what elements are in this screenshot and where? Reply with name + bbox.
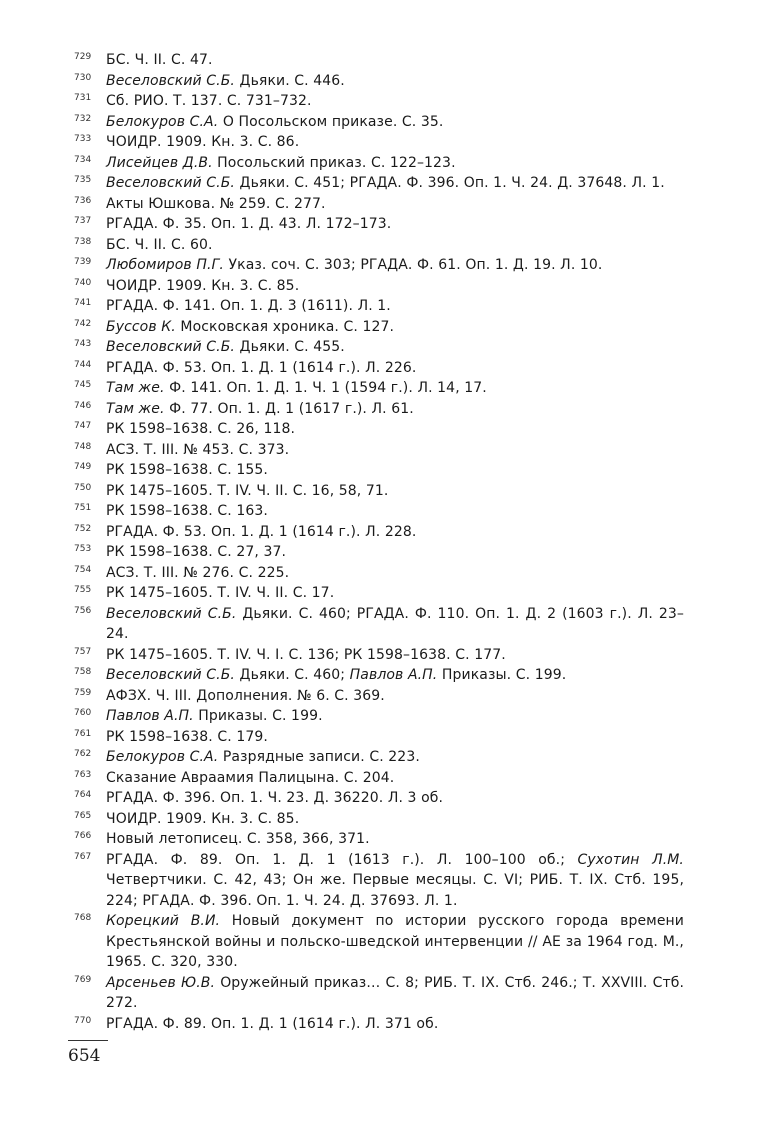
footnote-author: Павлов А.П. xyxy=(349,667,438,683)
footnote-number: 746 xyxy=(74,400,92,411)
footnote-citation: РГАДА. Ф. 53. Оп. 1. Д. 1 (1614 г.). Л. 228. xyxy=(106,523,417,540)
footnote-760 xyxy=(74,706,684,727)
footnote-number: 768 xyxy=(74,913,92,923)
footnote-citation: РГАДА. Ф. 141. Оп. 1. Д. 3 (1611). Л. 1. xyxy=(106,298,391,314)
footnote-759 xyxy=(74,686,684,707)
footnote-text xyxy=(106,460,684,481)
footnote-number: 748 xyxy=(74,441,92,452)
footnote-number: 737 xyxy=(74,216,92,226)
footnote-citation: РК 1475–1605. Т. IV. Ч. II. С. 17. xyxy=(106,585,335,601)
footnote-736 xyxy=(74,194,684,215)
footnote-author: Белокуров С.А. xyxy=(106,113,219,130)
footnote-744 xyxy=(74,358,684,379)
footnote-768 xyxy=(74,911,684,973)
footnote-author: Любомиров П.Г. xyxy=(106,257,224,273)
footnote-citation: Посольский приказ. С. 122–123. xyxy=(212,154,456,171)
footnote-number: 730 xyxy=(74,72,92,83)
footnote-number: 750 xyxy=(74,482,92,493)
footnote-756 xyxy=(74,604,684,645)
footnote-citation: Разрядные записи. С. 223. xyxy=(218,749,420,765)
footnote-729 xyxy=(74,50,684,71)
footnote-number: 763 xyxy=(74,769,92,780)
footnote-number: 762 xyxy=(74,749,92,759)
page-number-rule xyxy=(68,1040,108,1041)
footnote-number: 741 xyxy=(74,298,92,308)
footnote-citation: Дьяки. С. 460; РГАДА. Ф. 110. Оп. 1. Д. 2 (1603 г.). Л. 23–24. xyxy=(106,605,684,642)
footnote-citation: РК 1598–1638. С. 155. xyxy=(106,462,268,478)
footnote-754 xyxy=(74,563,684,584)
footnote-text xyxy=(106,563,684,584)
page-number: 654 xyxy=(68,1046,101,1066)
footnote-737 xyxy=(74,214,684,235)
footnote-number: 749 xyxy=(74,462,92,472)
footnote-text xyxy=(106,911,684,973)
footnote-735 xyxy=(74,173,684,194)
footnote-number: 767 xyxy=(74,851,92,862)
footnote-number: 764 xyxy=(74,790,92,800)
footnote-764 xyxy=(74,788,684,809)
footnote-citation: Сб. РИО. Т. 137. С. 731–732. xyxy=(106,93,312,109)
footnote-text xyxy=(106,501,684,522)
footnote-citation: Дьяки. С. 446. xyxy=(234,72,345,89)
footnote-number: 733 xyxy=(74,134,92,144)
footnote-757 xyxy=(74,645,684,666)
footnote-author: Арсеньев Ю.В. xyxy=(106,974,216,991)
footnote-746 xyxy=(74,399,684,420)
footnote-citation: Ф. 141. Оп. 1. Д. 1. Ч. 1 (1594 г.). Л. 14, 17. xyxy=(164,380,487,396)
footnote-citation: Дьяки. С. 451; РГАДА. Ф. 396. Оп. 1. Ч. 24. Д. 37648. Л. 1. xyxy=(234,175,665,191)
footnote-text xyxy=(106,296,684,317)
footnote-citation: АСЗ. Т. III. № 453. С. 373. xyxy=(106,441,290,458)
footnote-text xyxy=(106,665,684,686)
footnote-742 xyxy=(74,317,684,338)
footnote-citation: Дьяки. С. 460; xyxy=(234,667,350,683)
footnote-text xyxy=(106,358,684,379)
footnote-762 xyxy=(74,747,684,768)
footnote-text xyxy=(106,481,684,502)
footnote-number: 739 xyxy=(74,257,92,267)
footnote-number: 756 xyxy=(74,605,92,616)
footnote-author: Веселовский С.Б. xyxy=(106,175,235,191)
footnote-author: Там же. xyxy=(106,400,165,417)
footnote-text xyxy=(106,235,684,256)
footnote-number: 729 xyxy=(74,52,92,62)
footnote-749 xyxy=(74,460,684,481)
footnote-citation: Московская хроника. С. 127. xyxy=(175,318,395,335)
footnote-number: 738 xyxy=(74,236,92,247)
footnote-text xyxy=(106,1014,684,1035)
footnote-text xyxy=(106,255,684,276)
footnote-767 xyxy=(74,850,684,912)
footnote-text xyxy=(106,809,684,830)
footnote-number: 743 xyxy=(74,339,92,349)
footnote-text xyxy=(106,727,684,748)
footnote-739 xyxy=(74,255,684,276)
footnote-number: 758 xyxy=(74,667,92,677)
footnote-citation: ЧОИДР. 1909. Кн. 3. С. 85. xyxy=(106,277,300,294)
footnote-text xyxy=(106,337,684,358)
footnote-author: Веселовский С.Б. xyxy=(106,339,235,355)
footnote-769 xyxy=(74,973,684,1014)
footnote-number: 769 xyxy=(74,974,92,985)
footnote-number: 732 xyxy=(74,113,92,124)
footnote-734 xyxy=(74,153,684,174)
footnote-citation: БС. Ч. II. С. 60. xyxy=(106,236,213,253)
footnote-text xyxy=(106,706,684,727)
footnote-number: 770 xyxy=(74,1015,92,1026)
footnote-citation: ЧОИДР. 1909. Кн. 3. С. 86. xyxy=(106,134,300,150)
footnote-number: 731 xyxy=(74,93,92,103)
footnote-number: 753 xyxy=(74,544,92,554)
footnote-number: 745 xyxy=(74,380,92,390)
footnote-author: Веселовский С.Б. xyxy=(106,667,235,683)
footnote-number: 752 xyxy=(74,523,92,534)
footnote-730 xyxy=(74,71,684,92)
footnote-citation: ЧОИДР. 1909. Кн. 3. С. 85. xyxy=(106,810,300,827)
footnote-738 xyxy=(74,235,684,256)
footnote-text xyxy=(106,645,684,666)
footnote-citation: РГАДА. Ф. 35. Оп. 1. Д. 43. Л. 172–173. xyxy=(106,216,392,232)
footnote-citation: Оружейный приказ… С. 8; РИБ. Т. IX. Стб. 246.; Т. XXVIII. Стб. 272. xyxy=(106,974,684,1011)
footnote-number: 744 xyxy=(74,359,92,370)
footnote-text xyxy=(106,604,684,645)
footnote-text xyxy=(106,973,684,1014)
footnote-731 xyxy=(74,91,684,112)
footnote-author: Лисейцев Д.В. xyxy=(106,154,213,171)
footnote-number: 747 xyxy=(74,421,92,431)
footnote-citation: РГАДА. Ф. 396. Оп. 1. Ч. 23. Д. 36220. Л. 3 об. xyxy=(106,790,444,806)
footnote-text xyxy=(106,194,684,215)
footnote-author: Буссов К. xyxy=(106,318,176,335)
footnote-text xyxy=(106,440,684,461)
footnote-text xyxy=(106,317,684,338)
footnote-author: Корецкий В.И. xyxy=(106,913,221,929)
footnote-number: 759 xyxy=(74,687,92,698)
footnote-743 xyxy=(74,337,684,358)
footnote-text xyxy=(106,276,684,297)
footnote-number: 761 xyxy=(74,728,92,739)
footnote-755 xyxy=(74,583,684,604)
footnote-citation: О Посольском приказе. С. 35. xyxy=(218,113,444,130)
footnote-text xyxy=(106,50,684,71)
footnote-text xyxy=(106,112,684,133)
footnote-text xyxy=(106,91,684,112)
footnote-number: 740 xyxy=(74,277,92,288)
footnote-750 xyxy=(74,481,684,502)
footnote-text xyxy=(106,768,684,789)
footnote-766 xyxy=(74,829,684,850)
footnote-citation: РК 1475–1605. Т. IV. Ч. II. С. 16, 58, 71. xyxy=(106,482,389,499)
footnote-number: 755 xyxy=(74,585,92,595)
footnote-741 xyxy=(74,296,684,317)
footnote-765 xyxy=(74,809,684,830)
footnote-text xyxy=(106,829,684,850)
footnote-number: 734 xyxy=(74,154,92,165)
footnote-number: 765 xyxy=(74,810,92,821)
footnote-751 xyxy=(74,501,684,522)
footnote-number: 751 xyxy=(74,503,92,513)
footnote-747 xyxy=(74,419,684,440)
footnote-text xyxy=(106,419,684,440)
footnote-733 xyxy=(74,132,684,153)
footnote-citation: РГАДА. Ф. 53. Оп. 1. Д. 1 (1614 г.). Л. 226. xyxy=(106,359,417,376)
footnote-citation: Новый летописец. С. 358, 366, 371. xyxy=(106,831,370,847)
footnote-citation: РГАДА. Ф. 89. Оп. 1. Д. 1 (1613 г.). Л. 100–100 об.; xyxy=(106,851,578,868)
footnote-text xyxy=(106,173,684,194)
footnote-citation: Указ. соч. С. 303; РГАДА. Ф. 61. Оп. 1. Д. 19. Л. 10. xyxy=(223,257,603,273)
footnote-author: Сухотин Л.М. xyxy=(577,851,684,868)
footnote-citation: РК 1598–1638. С. 163. xyxy=(106,503,268,519)
footnote-text xyxy=(106,686,684,707)
footnote-citation: РК 1475–1605. Т. IV. Ч. I. С. 136; РК 1598–1638. С. 177. xyxy=(106,646,506,663)
footnote-author: Павлов А.П. xyxy=(106,708,194,724)
footnote-author: Там же. xyxy=(106,380,165,396)
footnote-761 xyxy=(74,727,684,748)
footnote-text xyxy=(106,747,684,768)
footnote-text xyxy=(106,399,684,420)
footnote-758 xyxy=(74,665,684,686)
footnote-number: 760 xyxy=(74,708,92,718)
footnote-text xyxy=(106,378,684,399)
footnote-citation: Дьяки. С. 455. xyxy=(234,339,345,355)
footnote-citation: АФЗХ. Ч. III. Дополнения. № 6. С. 369. xyxy=(106,687,385,704)
footnote-citation: РГАДА. Ф. 89. Оп. 1. Д. 1 (1614 г.). Л. 371 об. xyxy=(106,1015,439,1032)
footnote-text xyxy=(106,583,684,604)
footnote-citation: Ф. 77. Оп. 1. Д. 1 (1617 г.). Л. 61. xyxy=(164,400,414,417)
footnote-text xyxy=(106,850,684,912)
footnote-740 xyxy=(74,276,684,297)
footnote-citation: АСЗ. Т. III. № 276. С. 225. xyxy=(106,564,290,581)
footnote-number: 754 xyxy=(74,564,92,575)
footnote-number: 757 xyxy=(74,646,92,657)
footnote-732 xyxy=(74,112,684,133)
footnote-author: Веселовский С.Б. xyxy=(106,605,237,622)
footnote-citation: РК 1598–1638. С. 179. xyxy=(106,728,268,745)
footnote-770 xyxy=(74,1014,684,1035)
footnote-752 xyxy=(74,522,684,543)
footnote-text xyxy=(106,522,684,543)
footnote-number: 736 xyxy=(74,195,92,206)
footnotes-list xyxy=(74,50,684,1034)
footnote-number: 766 xyxy=(74,831,92,841)
footnote-text xyxy=(106,132,684,153)
footnote-citation: РК 1598–1638. С. 27, 37. xyxy=(106,544,287,560)
footnote-author: Белокуров С.А. xyxy=(106,749,219,765)
footnote-text xyxy=(106,542,684,563)
footnote-citation: Новый документ по истории русского города времени Крестьянской войны и польско-шведской интервенции // АЕ за 1964 год. М., 1965. С. 320, 330. xyxy=(106,913,684,970)
footnote-text xyxy=(106,153,684,174)
footnote-citation: Четвертчики. С. 42, 43; Он же. Первые месяцы. С. VI; РИБ. Т. IX. Стб. 195, 224; РГАДА. Ф. 396. Оп. 1. Ч. 24. Д. 37693. Л. 1. xyxy=(106,872,684,909)
footnote-text xyxy=(106,214,684,235)
footnote-citation: Сказание Авраамия Палицына. С. 204. xyxy=(106,769,395,786)
footnote-citation: Акты Юшкова. № 259. С. 277. xyxy=(106,195,326,212)
footnote-745 xyxy=(74,378,684,399)
footnote-text xyxy=(106,788,684,809)
footnote-748 xyxy=(74,440,684,461)
footnote-text xyxy=(106,71,684,92)
footnote-763 xyxy=(74,768,684,789)
footnote-citation: Приказы. С. 199. xyxy=(193,708,323,724)
footnote-citation: РК 1598–1638. С. 26, 118. xyxy=(106,421,296,437)
footnote-citation: БС. Ч. II. С. 47. xyxy=(106,52,213,68)
footnote-number: 735 xyxy=(74,175,92,185)
footnote-author: Веселовский С.Б. xyxy=(106,72,235,89)
footnote-citation: Приказы. С. 199. xyxy=(437,667,567,683)
footnote-number: 742 xyxy=(74,318,92,329)
footnote-753 xyxy=(74,542,684,563)
